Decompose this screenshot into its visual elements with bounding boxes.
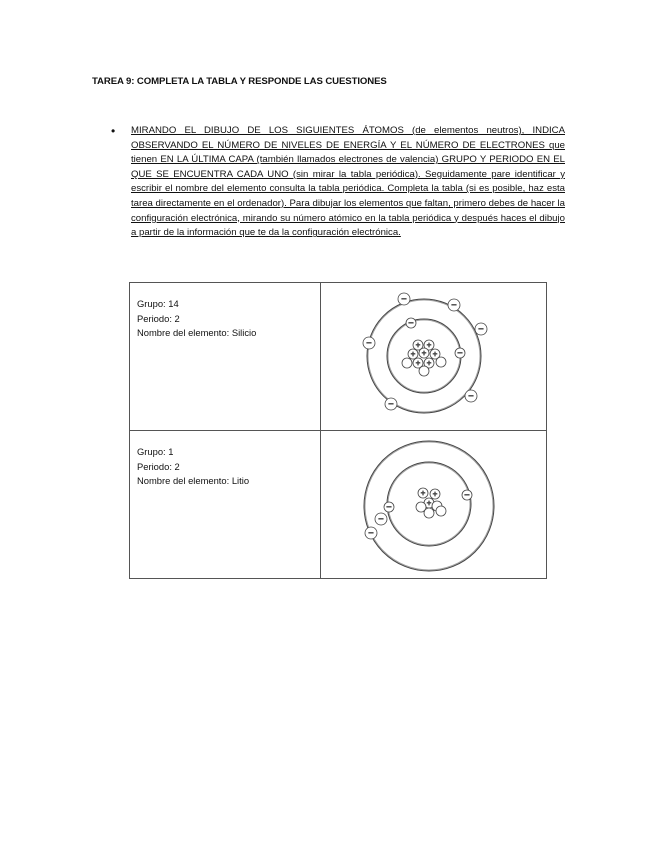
atom-diagram-litio xyxy=(321,431,547,581)
atom-diagram-silicio xyxy=(321,283,547,428)
svg-text:−: − xyxy=(401,295,407,303)
periodo-label: Periodo: 2 xyxy=(137,460,180,472)
svg-text:+: + xyxy=(420,490,426,497)
svg-text:+: + xyxy=(421,350,427,357)
svg-text:−: − xyxy=(451,301,457,309)
atom-info-cell xyxy=(130,431,321,579)
svg-text:−: − xyxy=(368,529,374,537)
svg-text:−: − xyxy=(366,339,372,347)
svg-text:+: + xyxy=(426,342,432,349)
periodo-label: Periodo: 2 xyxy=(137,312,180,324)
svg-text:+: + xyxy=(432,351,438,358)
bullet-icon: • xyxy=(111,124,116,138)
atom-drawing-cell xyxy=(321,431,547,579)
svg-text:−: − xyxy=(408,319,414,327)
svg-text:+: + xyxy=(415,360,421,367)
svg-text:+: + xyxy=(410,351,416,358)
svg-text:−: − xyxy=(478,325,484,333)
svg-text:−: − xyxy=(378,515,384,523)
atoms-table xyxy=(129,282,547,579)
grupo-label: Grupo: 1 xyxy=(137,446,174,457)
atom-drawing-cell xyxy=(321,283,547,431)
svg-text:−: − xyxy=(468,392,474,400)
task-title: TAREA 9: COMPLETA LA TABLA Y RESPONDE LAS CUESTIONES xyxy=(92,76,387,87)
grupo-label: Grupo: 14 xyxy=(137,298,179,309)
element-name-label: Nombre del elemento: Litio xyxy=(137,475,250,486)
svg-text:+: + xyxy=(426,360,432,367)
svg-text:−: − xyxy=(457,349,463,357)
table-row xyxy=(130,431,547,579)
atom-info-cell xyxy=(130,283,321,431)
svg-text:+: + xyxy=(432,491,438,498)
element-name-label: Nombre del elemento: Silicio xyxy=(137,327,257,338)
svg-text:−: − xyxy=(386,503,392,511)
svg-text:−: − xyxy=(464,491,470,499)
svg-text:−: − xyxy=(388,400,394,408)
svg-text:+: + xyxy=(426,500,432,507)
svg-text:+: + xyxy=(415,342,421,349)
table-row xyxy=(130,283,547,431)
instructions-paragraph: MIRANDO EL DIBUJO DE LOS SIGUIENTES ÁTOMOS (de elementos neutros), INDICA OBSERVANDO EL NÚMERO DE NIVELES DE ENERGÍA Y EL NÚMERO DE ELECTRONES que tienen EN LA ÚLTIMA CAPA (también llamados electrones de valencia) GRUPO Y PERIODO EN EL QUE SE ENCUENTRA CADA UNO (sin mirar la tabla periódica). Seguidamente pare identificar y escribir el nombre del elemento consulta la tabla periódica. Completa la tabla (si es posible, haz esta tarea directamente en el ordenador). Para dibujar los elementos que faltan, primero debes de hacer la configuración electrónica, mirando su número atómico en la tabla periódica y después haces el dibujo a partir de la información que te da la configuración electrónica. xyxy=(131,125,565,239)
